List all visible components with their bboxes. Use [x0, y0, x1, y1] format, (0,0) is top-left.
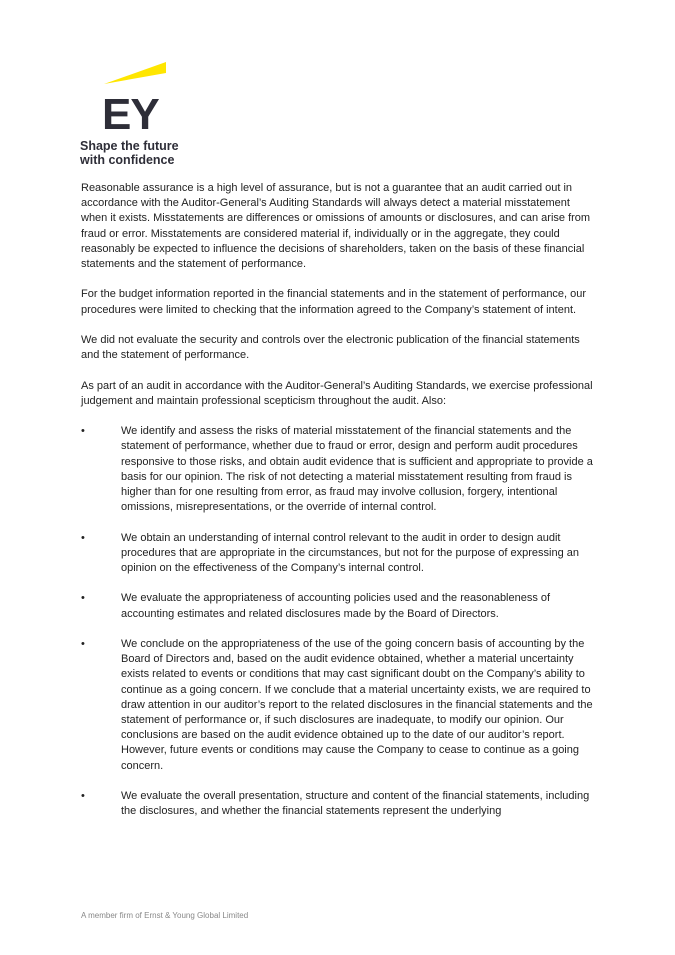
- paragraph-audit-procedures-intro: As part of an audit in accordance with the Auditor-General’s Auditing Standards, we exercise professional judgement and maintain professional scepticism throughout the audit. Also:: [81, 379, 593, 407]
- page-footer: A member firm of Ernst & Young Global Limited: [81, 911, 249, 920]
- paragraph-reasonable-assurance: Reasonable assurance is a high level of assurance, but is not a guarantee that an audit carried out in accordance with the Auditor-General’s Auditing Standards will always detect a material misstatement when it exists. Misstatements are differences or omissions of amounts or disclosures, and can arise from fraud or error. Misstatements are considered material if, individually or in the aggregate, they could reasonably be expected to influence the decisions of shareholders, taken on the basis of these financial statements and the statement of performance.: [81, 182, 591, 271]
- document-body: [81, 181, 599, 835]
- list-item-text: We evaluate the overall presentation, structure and content of the financial statements, including the disclosures, and whether the financial statements represent the underlying: [121, 790, 590, 818]
- paragraph-budget-information: For the budget information reported in the financial statements and in the statement of performance, our procedures were limited to checking that the information agreed to the Company’s statement of intent.: [81, 288, 587, 316]
- ey-wordmark: EY: [102, 90, 159, 132]
- list-item: [81, 789, 599, 819]
- bullet-icon: •: [81, 637, 85, 650]
- audit-procedures-list: [81, 424, 599, 819]
- bullet-icon: •: [81, 531, 85, 544]
- bullet-icon: •: [81, 592, 85, 605]
- list-item-text: We conclude on the appropriateness of the use of the going concern basis of accounting by the Board of Directors and, based on the audit evidence obtained, whether a material uncertainty exists related to events or conditions that may cast significant doubt on the Company’s ability to continue as a going concern. If we conclude that a material uncertainty exists, we are required to draw attention in our auditor’s report to the related disclosures in the financial statements and the statement of performance or, if such disclosures are inadequate, to modify our opinion. Our conclusions are based on the audit evidence obtained up to the date of our auditor’s report. However, future events or conditions may cause the Company to cease to continue as a going concern.: [121, 637, 593, 772]
- list-item: [81, 531, 599, 577]
- list-item-text: We identify and assess the risks of material misstatement of the financial statements and the statement of performance, whether due to fraud or error, design and perform audit procedures responsive to those risks, and obtain audit evidence that is sufficient and appropriate to provide a basis for our opinion. The risk of not detecting a material misstatement resulting from fraud is higher than for one resulting from error, as fraud may involve collusion, forgery, intentional omissions, misrepresentations, or the override of internal control.: [121, 425, 593, 514]
- ey-logo: [80, 62, 200, 172]
- ey-tagline: [80, 139, 179, 167]
- bullet-icon: •: [81, 425, 85, 438]
- list-item: [81, 424, 599, 515]
- tagline-line-1: Shape the future: [80, 139, 179, 153]
- ey-logo-mark-icon: [102, 62, 166, 132]
- list-item-text: We obtain an understanding of internal control relevant to the audit in order to design audit procedures that are appropriate in the circumstances, but not for the purpose of expressing an opinion on the effectiveness of the Company’s internal control.: [121, 531, 579, 574]
- ey-yellow-beam-icon: [104, 62, 166, 84]
- list-item: [81, 591, 599, 621]
- list-item: [81, 637, 599, 774]
- list-item-text: We evaluate the appropriateness of accounting policies used and the reasonableness of accounting estimates and related disclosures made by the Board of Directors.: [121, 592, 551, 620]
- tagline-line-2: with confidence: [80, 153, 175, 167]
- bullet-icon: •: [81, 790, 85, 802]
- paragraph-electronic-publication: We did not evaluate the security and controls over the electronic publication of the financial statements and the statement of performance.: [81, 334, 580, 362]
